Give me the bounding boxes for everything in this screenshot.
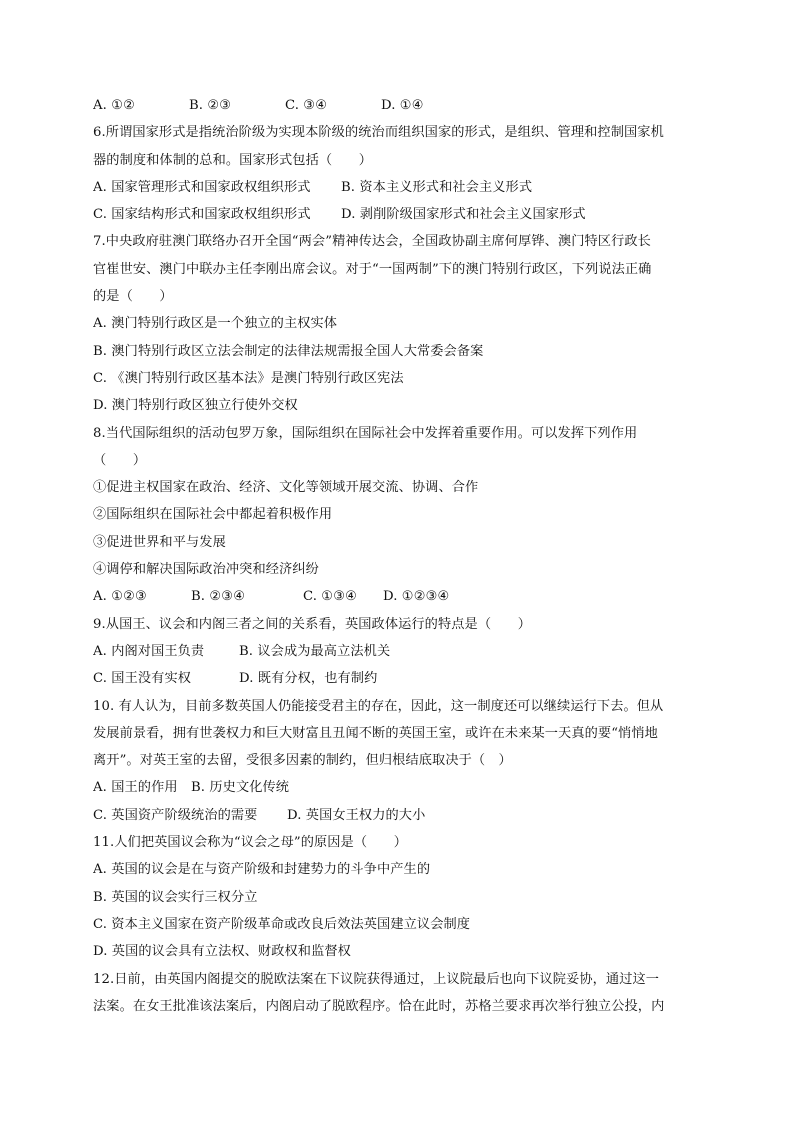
q10-stem-line-1: 10. 有人认为，目前多数英国人仍能接受君主的存在，因此，这一制度还可以继续运行下去。但从 bbox=[93, 698, 664, 714]
q11-option-c: C. 资本主义国家在资产阶级革命或改良后效法英国建立议会制度 bbox=[93, 916, 471, 932]
q9-stem: 9.从国王、议会和内阁三者之间的关系看，英国政体运行的特点是（ ） bbox=[93, 616, 531, 632]
q7-stem-line-3: 的是（ ） bbox=[93, 289, 173, 305]
q9-option-d: D. 既有分权，也有制约 bbox=[239, 671, 378, 687]
q11-option-d: D. 英国的议会具有立法权、财政权和监督权 bbox=[93, 944, 351, 960]
q11-option-a: A. 英国的议会是在与资产阶级和封建势力的斗争中产生的 bbox=[93, 862, 431, 878]
q6-option-d: D. 剥削阶级国家形式和社会主义国家形式 bbox=[341, 207, 586, 223]
q6-stem-line-2: 器的制度和体制的总和。国家形式包括（ ） bbox=[93, 152, 373, 168]
q8-stem-line-2: （ ） bbox=[93, 452, 147, 468]
q6-stem-line-1: 6.所谓国家形式是指统治阶级为实现本阶级的统治而组织国家的形式，是组织、管理和控制国家机 bbox=[93, 125, 664, 141]
q6-option-b: B. 资本主义形式和社会主义形式 bbox=[341, 179, 533, 195]
q8-statement-4: ④调停和解决国际政治冲突和经济纠纷 bbox=[93, 562, 319, 578]
q5-option-a: A. ①② bbox=[93, 98, 136, 113]
q8-option-c: C. ①③④ bbox=[303, 589, 358, 605]
q5-options bbox=[93, 92, 703, 119]
q7-option-b: B. 澳门特别行政区立法会制定的法律法规需报全国人大常委会备案 bbox=[93, 343, 484, 359]
q10-options-ab bbox=[93, 774, 703, 801]
q7-option-c: C. 《澳门特别行政区基本法》是澳门特别行政区宪法 bbox=[93, 370, 404, 386]
q7-option-d: D. 澳门特别行政区独立行使外交权 bbox=[93, 398, 298, 414]
q10-option-d: D. 英国女王权力的大小 bbox=[287, 807, 426, 823]
q10-stem-line-2: 发展前景看，拥有世袭权力和巨大财富且丑闻不断的英国王室，或许在未来某一天真的要“悄悄地 bbox=[93, 725, 658, 741]
q8-statement-3: ③促进世界和平与发展 bbox=[93, 534, 226, 550]
q8-stem-line-1: 8.当代国际组织的活动包罗万象，国际组织在国际社会中发挥着重要作用。可以发挥下列作用 bbox=[93, 425, 638, 441]
q5-option-c: C. ③④ bbox=[285, 98, 328, 113]
q10-options-cd bbox=[93, 802, 703, 829]
q10-option-a: A. 国王的作用 bbox=[93, 780, 178, 796]
q5-option-d: D. ①④ bbox=[381, 98, 424, 113]
q11-stem: 11.人们把英国议会称为“议会之母”的原因是（ ） bbox=[93, 835, 407, 851]
q7-stem-line-2: 官崔世安、澳门中联办主任李刚出席会议。对于“一国两制”下的澳门特别行政区，下列说法正确 bbox=[93, 261, 652, 277]
q9-option-a: A. 内阁对国王负责 bbox=[93, 643, 205, 659]
q9-options-cd bbox=[93, 665, 703, 692]
q8-option-a: A. ①②③ bbox=[93, 589, 147, 605]
q8-options bbox=[93, 583, 703, 610]
q11-option-b: B. 英国的议会实行三权分立 bbox=[93, 889, 258, 905]
q5-option-b: B. ②③ bbox=[189, 98, 232, 113]
q9-options-ab bbox=[93, 638, 703, 665]
q8-statement-2: ②国际组织在国际社会中都起着积极作用 bbox=[93, 507, 333, 523]
q7-option-a: A. 澳门特别行政区是一个独立的主权实体 bbox=[93, 316, 338, 332]
q10-option-b: B. 历史文化传统 bbox=[191, 780, 290, 796]
q10-option-c: C. 英国资产阶级统治的需要 bbox=[93, 807, 258, 823]
q6-options-ab bbox=[93, 174, 703, 201]
q9-option-c: C. 国王没有实权 bbox=[93, 671, 192, 687]
q6-options-cd bbox=[93, 201, 703, 228]
q6-option-c: C. 国家结构形式和国家政权组织形式 bbox=[93, 207, 311, 223]
q6-option-a: A. 国家管理形式和国家政权组织形式 bbox=[93, 179, 311, 195]
q9-option-b: B. 议会成为最高立法机关 bbox=[239, 643, 391, 659]
q8-option-d: D. ①②③④ bbox=[383, 589, 450, 605]
q12-stem-line-1: 12.日前，由英国内阁提交的脱欧法案在下议院获得通过，上议院最后也向下议院妥协，通过这一 bbox=[93, 971, 660, 987]
q10-stem-line-3: 离开”。对英王室的去留，受很多因素的制约，但归根结底取决于（ ） bbox=[93, 753, 512, 769]
q7-stem-line-1: 7.中央政府驻澳门联络办召开全国“两会”精神传达会，全国政协副主席何厚铧、澳门特区行政长 bbox=[93, 234, 651, 250]
q12-stem-line-2: 法案。在女王批准该法案后，内阁启动了脱欧程序。恰在此时，苏格兰要求再次举行独立公投，内 bbox=[93, 998, 665, 1014]
exam-content bbox=[93, 92, 703, 1020]
q8-option-b: B. ②③④ bbox=[191, 589, 246, 605]
q8-statement-1: ①促进主权国家在政治、经济、文化等领域开展交流、协调、合作 bbox=[93, 480, 479, 496]
